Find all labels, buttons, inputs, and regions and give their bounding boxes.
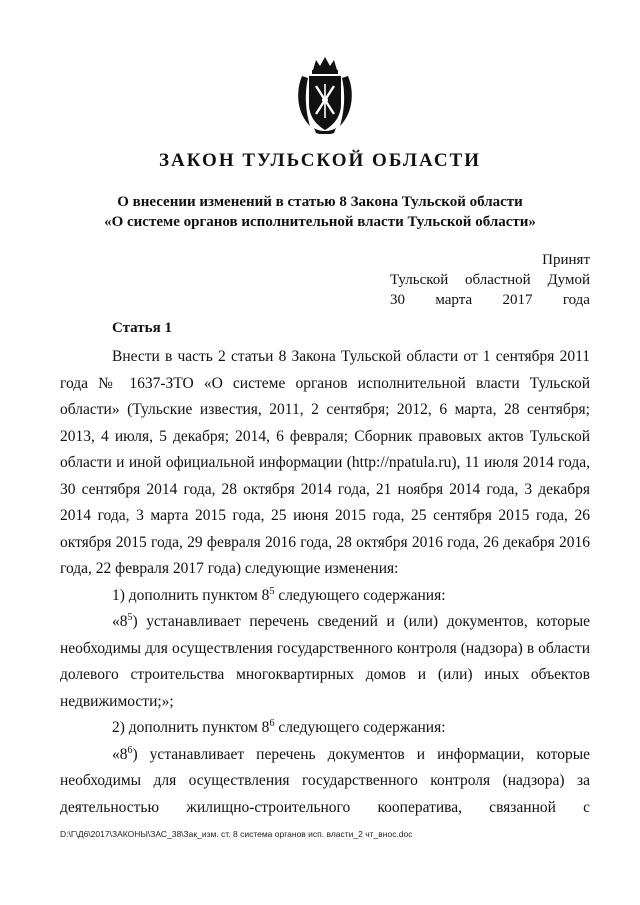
article-body xyxy=(60,344,590,821)
subtitle-line: О внесении изменений в статью 8 Закона Тульской области xyxy=(117,194,523,210)
adopted-date xyxy=(390,290,590,310)
item-2-quote-line: деятельностью жилищно-строительного кооператива, связанной с xyxy=(60,798,590,816)
law-subtitle xyxy=(0,192,640,232)
adopted-body xyxy=(390,270,590,290)
paragraph-line: 2013, 4 июля, 5 декабря; 2014, 6 февраля; Сборник правовых актов Тульской xyxy=(60,427,590,445)
paragraph-line: области» (Тульские известия, 2011, 2 сентября; 2012, 6 марта, 28 сентября; xyxy=(60,401,590,418)
adopted-year: 2017 xyxy=(502,292,533,308)
item-1-quote-line: необходимы для осуществления государственного контроля (надзора) в области xyxy=(60,639,590,657)
adopted-day: 30 xyxy=(390,292,405,308)
item-1-quote-line: недвижимости;»; xyxy=(60,692,174,710)
item-1-quote-line: «$8^5$) устанавливает перечень сведений и (или) документов, которые xyxy=(112,611,590,630)
adopted-word: Тульской xyxy=(390,272,449,288)
paragraph-line: области и иной официальной информации (http://npatula.ru), 11 июля 2014 года, xyxy=(60,454,590,471)
paragraph-line: 2014 года, 3 марта 2015 года, 25 июня 2015 года, 25 сентября 2015 года, 26 xyxy=(60,507,590,524)
law-title: ЗАКОН ТУЛЬСКОЙ ОБЛАСТИ xyxy=(158,150,482,171)
paragraph-line: года, 22 февраля 2017 года) следующие изменения: xyxy=(60,560,399,577)
file-path-footer: D:\Г\Д6\2017\ЗАКОНЫ\ЗАС_38\Зак_изм. ст. 8 система органов исп. власти_2 чт_внос.doc xyxy=(60,829,413,839)
subtitle-line: «О системе органов исполнительной власти Тульской области» xyxy=(104,214,536,230)
paragraph-line: 30 сентября 2014 года, 28 октября 2014 года, 21 ноября 2014 года, 3 декабря xyxy=(60,480,590,498)
adopted-word: Думой xyxy=(547,272,590,288)
item-2-quote-line: необходимы для осуществления государственного контроля (надзора) за xyxy=(60,772,590,789)
adopted-year-word: года xyxy=(562,292,590,308)
adoption-note xyxy=(390,250,590,310)
paragraph-line: Внести в часть 2 статьи 8 Закона Тульской области от 1 сентября 2011 xyxy=(112,348,590,365)
item-2-quote-line: «$8^6$) устанавливает перечень документов и информации, которые xyxy=(112,744,590,763)
article-heading: Статья 1 xyxy=(112,320,172,336)
adopted-month: марта xyxy=(435,292,473,308)
coat-of-arms-icon xyxy=(296,56,354,134)
item-2-intro: 2) дополнить пунктом $8^6$ следующего содержания: xyxy=(112,717,446,736)
item-1-quote-line: долевого строительства многоквартирных домов и (или) иных объектов xyxy=(60,666,590,683)
adopted-word: областной xyxy=(465,272,531,288)
adopted-label: Принят xyxy=(542,252,590,268)
paragraph-line: октября 2015 года, 29 февраля 2016 года, 28 октября 2016 года, 26 декабря 2016 xyxy=(60,533,590,551)
paragraph-line: года № 1637-ЗТО «О системе органов исполнительной власти Тульской xyxy=(60,374,590,392)
item-1-intro: 1) дополнить пунктом $8^5$ следующего содержания: xyxy=(112,585,446,604)
